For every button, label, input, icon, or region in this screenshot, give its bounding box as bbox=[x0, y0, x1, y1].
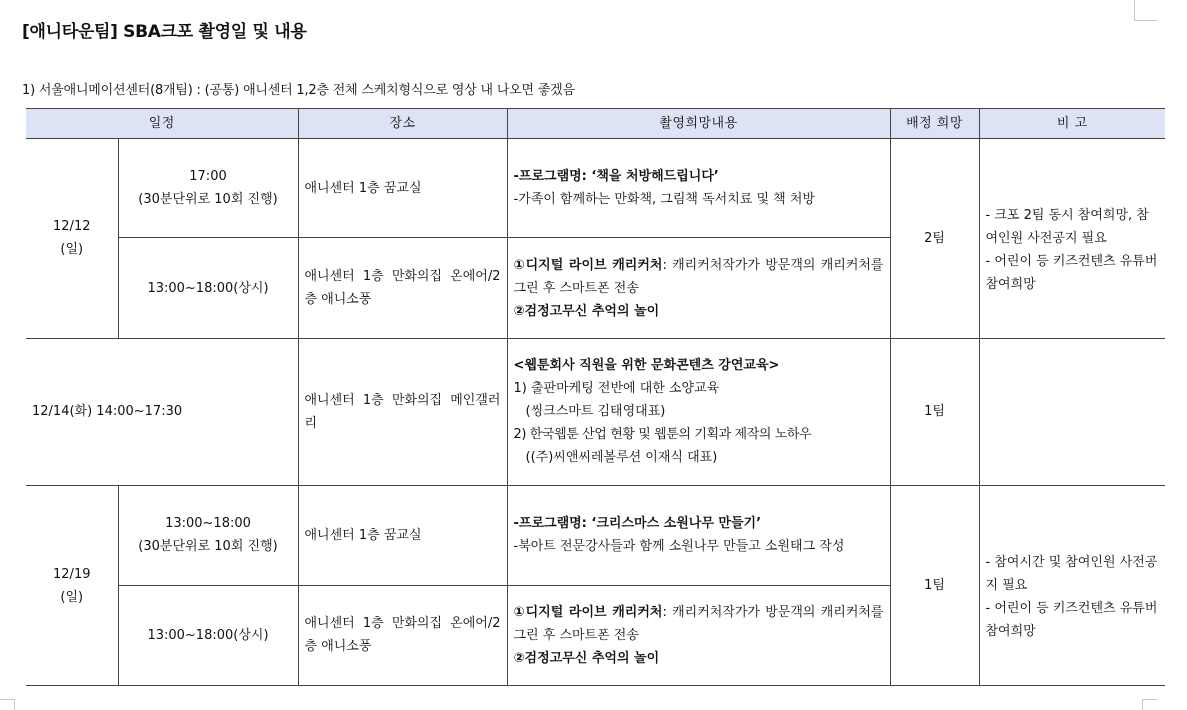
activity-title: ①디지털 라이브 캐리커처 bbox=[513, 257, 663, 273]
time-value: 13:00~18:00 bbox=[165, 516, 251, 532]
header-place: 장소 bbox=[298, 109, 507, 139]
table-row bbox=[26, 139, 1165, 238]
note-text: - 크포 2팀 동시 참여희망, 참여인원 사전공지 필요 - 어린이 등 키즈컨텐츠 유튜버 참여희망 bbox=[985, 207, 1158, 292]
date-value: 12/12 bbox=[53, 219, 91, 235]
program-title: -프로그램명: ‘책을 처방해드립니다’ bbox=[513, 169, 719, 185]
time-note: (30분단위로 10회 진행) bbox=[138, 192, 278, 208]
note-cell bbox=[979, 139, 1165, 339]
place-cell: 애니센터 1층 만화의집 메인갤러리 bbox=[298, 338, 507, 485]
time-value: 17:00 bbox=[189, 169, 227, 185]
place-cell: 애니센터 1층 만화의집 온에어/2층 애니소풍 bbox=[298, 238, 507, 338]
activity-title: ①디지털 라이브 캐리커처 bbox=[513, 604, 663, 620]
program-title: -프로그램명: ‘크리스마스 소원나무 만들기’ bbox=[513, 516, 762, 532]
activity-desc: : 캐리커처작가가 방문객의 캐리커처를 그린 후 스마트폰 전송 bbox=[513, 257, 884, 296]
place-cell: 애니센터 1층 만화의집 온에어/2층 애니소풍 bbox=[298, 585, 507, 685]
assign-cell: 1팀 bbox=[890, 486, 979, 686]
lecture-title: <웹툰회사 직원을 위한 문화콘텐츠 강연교육> bbox=[513, 358, 780, 374]
content-cell bbox=[507, 238, 890, 338]
activity-title: ②검정고무신 추억의 놀이 bbox=[513, 303, 660, 319]
weekday-value: (일) bbox=[60, 589, 84, 605]
activity-title: ②검정고무신 추억의 놀이 bbox=[513, 650, 660, 666]
place-cell: 애니센터 1층 꿈교실 bbox=[298, 486, 507, 585]
note-cell bbox=[979, 486, 1165, 686]
lecture-speaker: (씽크스마트 김태영대표) bbox=[525, 404, 666, 420]
time-note: (30분단위로 10회 진행) bbox=[138, 539, 278, 555]
table-row bbox=[26, 486, 1165, 585]
weekday-value: (일) bbox=[60, 242, 84, 258]
page-corner-mark bbox=[0, 699, 15, 710]
section-heading: 1) 서울애니메이션센터(8개팀) : (공통) 애니센터 1,2층 전체 스케치형식으로 영상 내 나오면 좋겠음 bbox=[22, 83, 575, 98]
header-assign: 배정 희망 bbox=[890, 109, 979, 139]
page-corner-mark bbox=[1142, 699, 1157, 710]
activity-desc: : 캐리커처작가가 방문객의 캐리커처를 그린 후 스마트폰 전송 bbox=[513, 604, 884, 643]
place-cell: 애니센터 1층 꿈교실 bbox=[298, 139, 507, 238]
content-cell bbox=[507, 139, 890, 238]
content-cell bbox=[507, 585, 890, 685]
time-cell bbox=[118, 486, 298, 585]
assign-cell: 2팀 bbox=[890, 139, 979, 339]
lecture-speaker: ((주)씨앤씨레볼루션 이재식 대표) bbox=[525, 450, 718, 466]
lecture-item: 1) 출판마케팅 전반에 대한 소양교육 bbox=[513, 381, 720, 397]
date-cell: 12/14(화) 14:00~17:30 bbox=[26, 338, 298, 485]
note-cell bbox=[979, 338, 1165, 485]
header-content: 촬영희망내용 bbox=[507, 109, 890, 139]
schedule-table bbox=[26, 108, 1165, 686]
time-cell: 13:00~18:00(상시) bbox=[118, 585, 298, 685]
date-value: 12/19 bbox=[53, 566, 91, 582]
time-cell bbox=[118, 139, 298, 238]
date-cell bbox=[26, 139, 118, 339]
lecture-item: 2) 한국웹툰 산업 현황 및 웹툰의 기획과 제작의 노하우 bbox=[513, 427, 812, 443]
table-header-row bbox=[26, 109, 1165, 139]
page-corner-mark bbox=[1134, 0, 1157, 21]
date-cell bbox=[26, 486, 118, 686]
note-text: - 참여시간 및 참여인원 사전공지 필요 - 어린이 등 키즈컨텐츠 유튜버 참여희망 bbox=[985, 555, 1158, 640]
assign-cell: 1팀 bbox=[890, 338, 979, 485]
content-cell bbox=[507, 338, 890, 485]
header-note: 비 고 bbox=[979, 109, 1165, 139]
header-date: 일정 bbox=[26, 109, 298, 139]
document-title: [애니타운팀] SBA크포 촬영일 및 내용 bbox=[22, 22, 307, 42]
program-desc: -가족이 함께하는 만화책, 그림책 독서치료 및 책 처방 bbox=[513, 192, 815, 208]
time-cell: 13:00~18:00(상시) bbox=[118, 238, 298, 338]
table-row bbox=[26, 338, 1165, 485]
program-desc: -북아트 전문강사들과 함께 소원나무 만들고 소원태그 작성 bbox=[513, 539, 845, 555]
content-cell bbox=[507, 486, 890, 585]
